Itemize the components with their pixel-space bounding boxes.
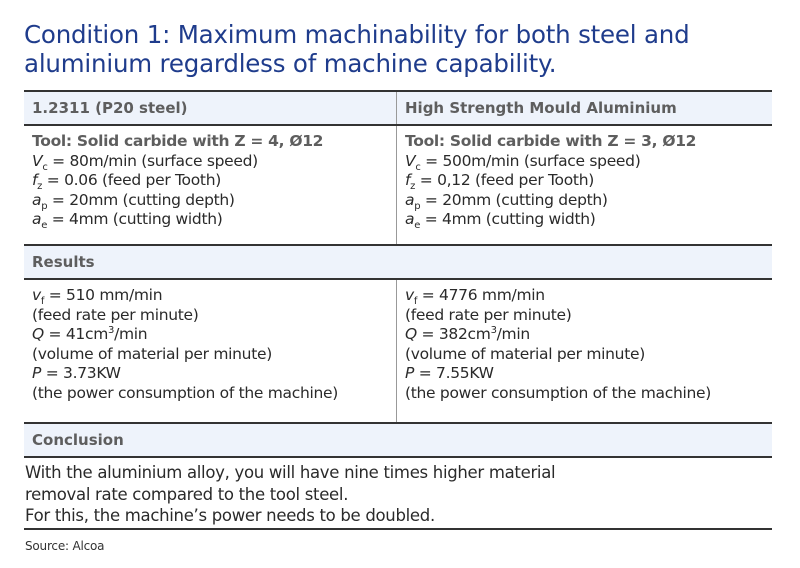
steel-vc: $V_c = 80m/\min$ (surface speed)	[32, 151, 258, 173]
column-header-steel: 1.2311 (P20 steel)	[24, 92, 397, 124]
conclusion-line-1: With the aluminium alloy, you will have nine times higher material	[25, 463, 556, 482]
page-title	[24, 20, 784, 78]
conclusion-header-row	[24, 422, 772, 458]
steel-fz: $f_z = 0.06$ (feed per Tooth)	[32, 171, 221, 192]
aluminium-q-desc: (volume of material per minute)	[405, 344, 645, 363]
aluminium-ae: $a_e = 4mm$ (cutting width)	[405, 210, 596, 231]
steel-ap: $a_p = 20mm$ (cutting depth)	[32, 190, 235, 212]
steel-parameters-cell	[24, 126, 397, 244]
parameters-row	[24, 126, 772, 244]
aluminium-tool: Tool: Solid carbide with Z = 3, Ø12	[405, 132, 697, 150]
aluminium-ap: $a_p = 20mm$ (cutting depth)	[405, 190, 608, 212]
results-row	[24, 280, 772, 422]
steel-q: $Q = 41cm^3/\min$	[32, 325, 148, 343]
steel-q-desc: (volume of material per minute)	[32, 344, 272, 363]
title-line-1: Condition 1: Maximum machinability for both steel and	[24, 20, 690, 49]
conclusion-line-2: removal rate compared to the tool steel.	[25, 484, 349, 504]
results-header-row	[24, 244, 772, 280]
source-note: Source: Alcoa	[25, 539, 105, 553]
steel-vf-desc: (feed rate per minute)	[32, 305, 199, 324]
aluminium-fz: $f_z = 0,12$ (feed per Tooth)	[405, 171, 594, 192]
aluminium-vf: $v_f = 4776$ mm/min	[405, 286, 545, 307]
steel-vf: $v_f = 510$ mm/min	[32, 286, 163, 307]
steel-tool: Tool: Solid carbide with Z = 4, Ø12	[32, 132, 324, 150]
steel-ae: $a_e = 4mm$ (cutting width)	[32, 210, 223, 231]
aluminium-parameters-cell	[397, 126, 772, 244]
conclusion-label: Conclusion	[32, 431, 124, 449]
column-header-row	[24, 90, 772, 126]
aluminium-p-desc: (the power consumption of the machine)	[405, 383, 712, 402]
comparison-table	[24, 90, 772, 530]
steel-p: P = 3.73KW	[32, 364, 121, 382]
results-label: Results	[32, 253, 95, 271]
aluminium-p: P = 7.55KW	[405, 364, 494, 382]
aluminium-vf-desc: (feed rate per minute)	[405, 305, 572, 324]
aluminium-vc: $V_c = 500m/\min$ (surface speed)	[405, 151, 641, 173]
steel-p-desc: (the power consumption of the machine)	[32, 383, 339, 402]
title-line-2: aluminium regardless of machine capability.	[24, 49, 557, 78]
column-header-aluminium: High Strength Mould Aluminium	[405, 99, 677, 117]
conclusion-line-3: For this, the machine’s power needs to be doubled.	[25, 506, 435, 525]
aluminium-results-cell	[397, 280, 772, 422]
steel-results-cell	[24, 280, 397, 422]
aluminium-q: $Q = 382cm^3/\min$	[405, 325, 530, 343]
conclusion-row	[24, 458, 772, 530]
conclusion-text	[24, 458, 772, 528]
